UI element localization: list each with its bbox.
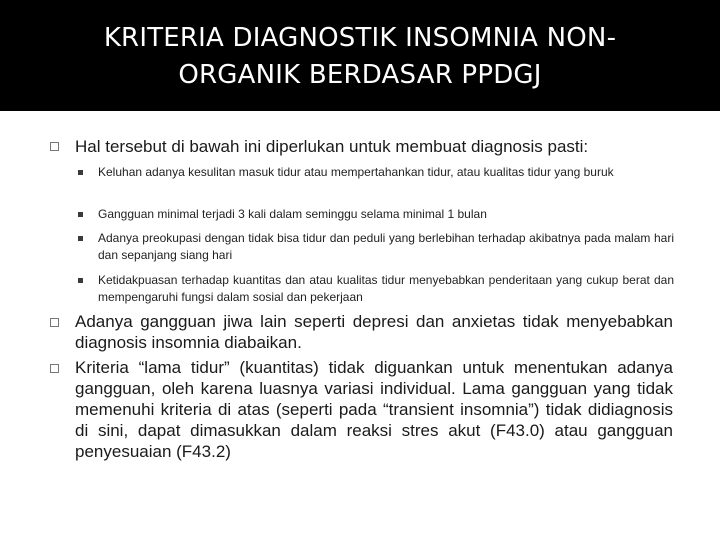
sub-item-3: Adanya preokupasi dengan tidak bisa tidur dan peduli yang berlebihan terhadap akibatnya pada malam hari dan sepanjang siang hari <box>98 231 674 262</box>
sub-item-4: Ketidakpuasan terhadap kuantitas dan atau kualitas tidur menyebabkan penderitaan yang cukup berat dan mempengaruhi fungsi dalam sosial dan pekerjaan <box>98 273 674 304</box>
sub-bullet-icon <box>78 170 83 175</box>
sub-bullet-icon <box>78 236 83 241</box>
sub-item-1: Keluhan adanya kesulitan masuk tidur atau mempertahankan tidur, atau kualitas tidur yang buruk <box>98 165 614 179</box>
square-bullet-icon <box>50 318 59 327</box>
square-bullet-icon <box>50 142 59 151</box>
point-3-text: Kriteria “lama tidur” (kuantitas) tidak diguankan untuk menentukan adanya gangguan, oleh karena luasnya variasi individual. Lama gangguan yang tidak memenuhi kriteria di atas (seperti pada “transient insomnia”) tidak didiagnosis di sini, dapat dimasukkan dalam reaksi stres akut (F43.0) atau gangguan penyesuaian (F43.2) <box>75 358 673 461</box>
square-bullet-icon <box>50 364 59 373</box>
sub-bullet-icon <box>78 278 83 283</box>
sub-bullet-icon <box>78 212 83 217</box>
sub-item-2: Gangguan minimal terjadi 3 kali dalam seminggu selama minimal 1 bulan <box>98 207 487 221</box>
slide-title-line-1: KRITERIA DIAGNOSTIK INSOMNIA NON- <box>103 23 617 53</box>
intro-text: Hal tersebut di bawah ini diperlukan untuk membuat diagnosis pasti: <box>75 137 589 156</box>
slide-title-line-2: ORGANIK BERDASAR PPDGJ <box>178 60 542 90</box>
point-2-text: Adanya gangguan jiwa lain seperti depresi dan anxietas tidak menyebabkan diagnosis insomnia diabaikan. <box>75 312 673 352</box>
slide-title <box>40 20 680 94</box>
title-bar <box>0 0 720 111</box>
